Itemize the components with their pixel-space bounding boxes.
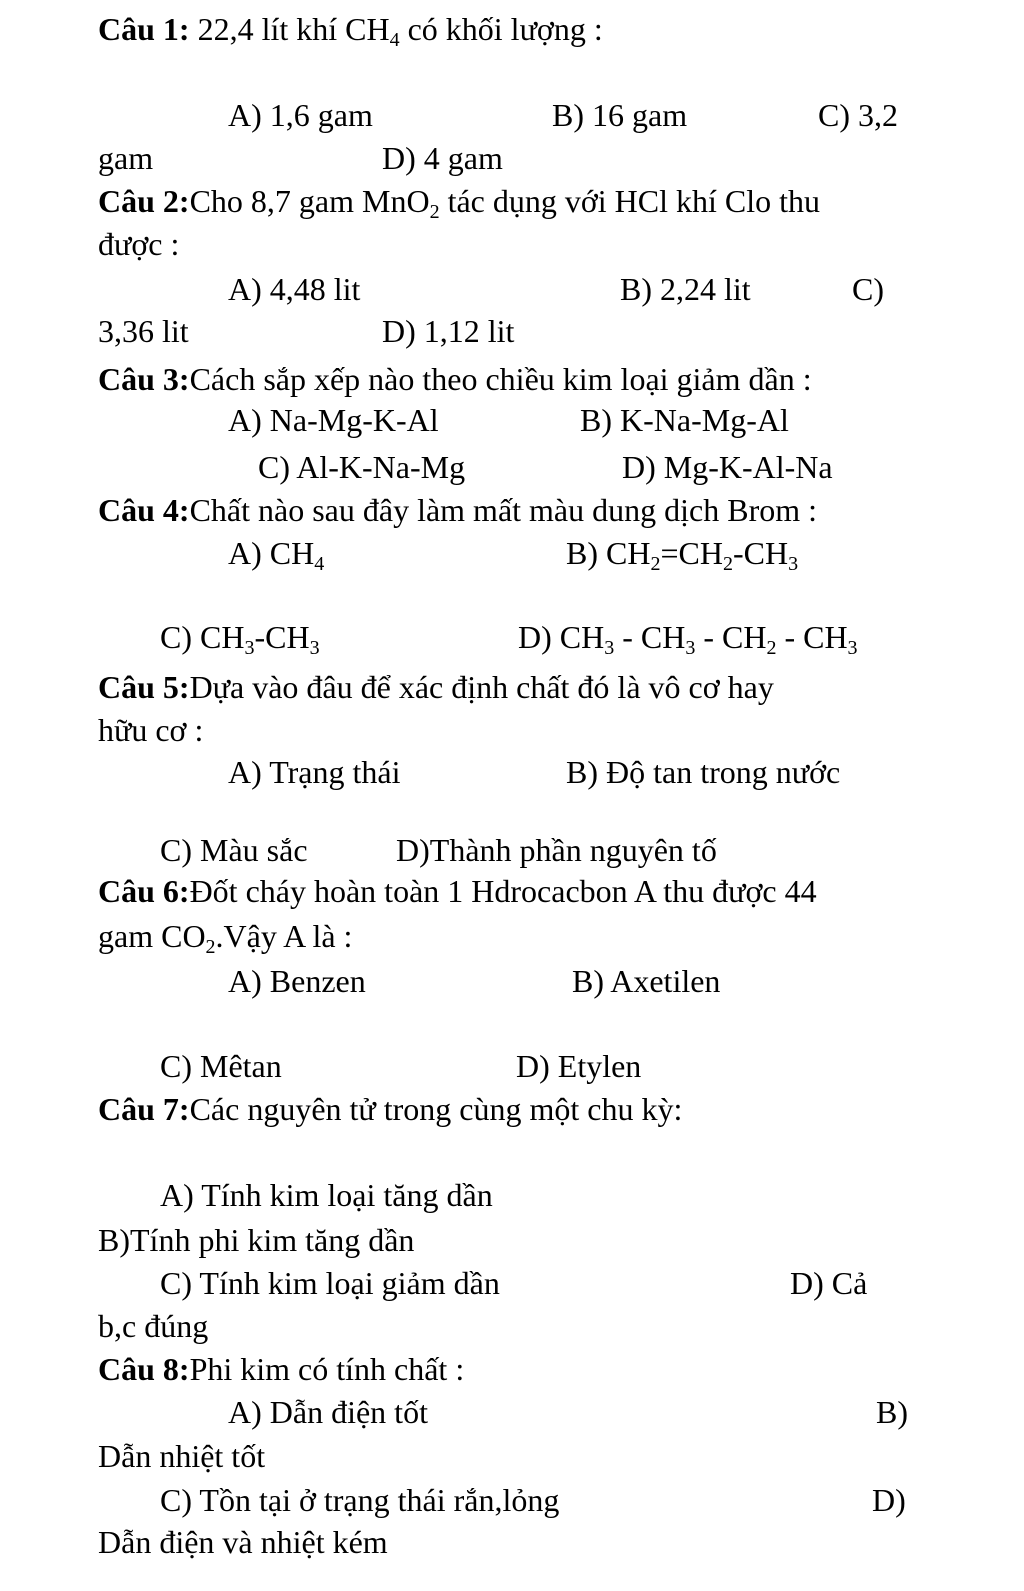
question-7-option-a[interactable]: A) Tính kim loại tăng dần [160, 1177, 493, 1213]
question-2-subscript: 2 [429, 201, 440, 223]
question-3-option-a[interactable]: A) Na-Mg-K-Al [228, 402, 439, 438]
formula-part: CH [200, 619, 245, 655]
question-1-text: 22,4 lít khí CH [189, 11, 390, 47]
question-6-label: Câu 6: [98, 873, 190, 909]
formula-subscript: 4 [314, 553, 325, 575]
question-6-option-d[interactable]: D) Etylen [516, 1048, 642, 1084]
question-7-option-b[interactable]: B)Tính phi kim tăng dần [98, 1222, 415, 1258]
question-5-option-a[interactable]: A) Trạng thái [228, 754, 401, 790]
question-1-label: Câu 1: [98, 11, 190, 47]
formula-subscript: 2 [650, 553, 661, 575]
question-3-label: Câu 3: [98, 361, 190, 397]
question-3-text: Cách sắp xếp nào theo chiều kim loại giảm dần : [189, 361, 812, 397]
formula-subscript: 3 [685, 637, 696, 659]
question-1-stem [98, 10, 603, 51]
question-2-stem [98, 182, 821, 223]
formula-part: CH [269, 535, 315, 571]
question-4-label: Câu 4: [98, 492, 190, 528]
formula-part: CH [559, 619, 605, 655]
question-5-text: Dựa vào đâu để xác định chất đó là vô cơ hay [189, 669, 774, 705]
formula-subscript: 3 [309, 637, 320, 659]
question-7-stem [98, 1090, 682, 1128]
formula-part: - CH [614, 619, 686, 655]
question-8-option-c[interactable]: C) Tồn tại ở trạng thái rắn,lỏng [160, 1482, 560, 1518]
question-2-stem-continued: được : [98, 226, 180, 262]
formula-subscript: 3 [788, 553, 799, 575]
question-6-stem [98, 872, 817, 910]
question-2-label: Câu 2: [98, 183, 190, 219]
formula-subscript: 2 [722, 553, 733, 575]
question-1-option-c-continued: gam [98, 140, 154, 176]
question-3-stem [98, 360, 812, 398]
formula-subscript: 2 [766, 637, 777, 659]
question-7-option-d[interactable]: D) Cả [790, 1265, 868, 1301]
question-2-option-a[interactable]: A) 4,48 lit [228, 271, 361, 307]
question-2-option-b[interactable]: B) 2,24 lit [620, 271, 751, 307]
question-6-text: Đốt cháy hoàn toàn 1 Hdrocacbon A thu được 44 [189, 873, 817, 909]
option-prefix: A) [228, 535, 270, 571]
question-4-option-d[interactable] [518, 618, 858, 659]
question-3-option-c[interactable]: C) Al-K-Na-Mg [258, 449, 466, 485]
question-8-option-b-continued: Dẫn nhiệt tốt [98, 1438, 266, 1474]
question-6-subscript: 2 [205, 936, 216, 958]
question-8-text: Phi kim có tính chất : [189, 1351, 465, 1387]
option-prefix: C) [160, 619, 200, 655]
question-4-option-a[interactable] [228, 534, 325, 575]
question-2-option-d[interactable]: D) 1,12 lit [382, 313, 515, 349]
question-6-text-cont: gam CO [98, 918, 206, 954]
question-5-option-b[interactable]: B) Độ tan trong nước [566, 754, 841, 790]
question-2-option-c[interactable]: C) [852, 271, 884, 307]
option-prefix: B) [566, 535, 606, 571]
question-8-option-b[interactable]: B) [876, 1394, 908, 1430]
question-5-label: Câu 5: [98, 669, 190, 705]
formula-part: - CH [695, 619, 767, 655]
formula-part: =CH [660, 535, 723, 571]
question-8-stem [98, 1350, 464, 1388]
question-4-option-b[interactable] [566, 534, 799, 575]
question-6-text-cont-end: .Vậy A là : [215, 918, 353, 954]
question-1-text-end: có khối lượng : [399, 11, 603, 47]
question-6-stem-continued [98, 917, 353, 958]
question-1-subscript: 4 [389, 29, 400, 51]
question-8-option-a[interactable]: A) Dẫn điện tốt [228, 1394, 428, 1430]
question-7-text: Các nguyên tử trong cùng một chu kỳ: [189, 1091, 683, 1127]
question-3-option-d[interactable]: D) Mg-K-Al-Na [622, 449, 833, 485]
question-8-option-d[interactable]: D) [872, 1482, 906, 1518]
question-8-option-d-continued: Dẫn điện và nhiệt kém [98, 1524, 388, 1560]
question-3-option-b[interactable]: B) K-Na-Mg-Al [580, 402, 789, 438]
formula-part: -CH [732, 535, 789, 571]
question-1-option-b[interactable]: B) 16 gam [552, 97, 688, 133]
formula-subscript: 3 [604, 637, 615, 659]
option-prefix: D) [518, 619, 560, 655]
question-1-option-a[interactable]: A) 1,6 gam [228, 97, 373, 133]
question-4-stem [98, 491, 817, 529]
question-5-option-d[interactable]: D)Thành phần nguyên tố [396, 832, 717, 868]
question-2-option-c-continued: 3,36 lit [98, 313, 189, 349]
question-5-stem [98, 668, 774, 706]
question-6-option-a[interactable]: A) Benzen [228, 963, 366, 999]
question-5-option-c[interactable]: C) Màu sắc [160, 832, 308, 868]
question-1-option-d[interactable]: D) 4 gam [382, 140, 503, 176]
question-1-option-c[interactable]: C) 3,2 [818, 97, 898, 133]
formula-part: -CH [254, 619, 310, 655]
question-8-label: Câu 8: [98, 1351, 190, 1387]
question-7-option-d-continued: b,c đúng [98, 1308, 209, 1344]
formula-part: CH [606, 535, 651, 571]
question-5-stem-continued: hữu cơ : [98, 712, 204, 748]
question-4-text: Chất nào sau đây làm mất màu dung dịch Brom : [189, 492, 817, 528]
question-6-option-c[interactable]: C) Mêtan [160, 1048, 282, 1084]
question-7-label: Câu 7: [98, 1091, 190, 1127]
question-6-option-b[interactable]: B) Axetilen [572, 963, 721, 999]
formula-subscript: 3 [847, 637, 858, 659]
question-2-text-end: tác dụng với HCl khí Clo thu [439, 183, 821, 219]
formula-subscript: 3 [244, 637, 255, 659]
question-2-text: Cho 8,7 gam MnO [189, 183, 430, 219]
formula-part: - CH [776, 619, 848, 655]
question-4-option-c[interactable] [160, 618, 320, 659]
question-7-option-c[interactable]: C) Tính kim loại giảm dần [160, 1265, 500, 1301]
